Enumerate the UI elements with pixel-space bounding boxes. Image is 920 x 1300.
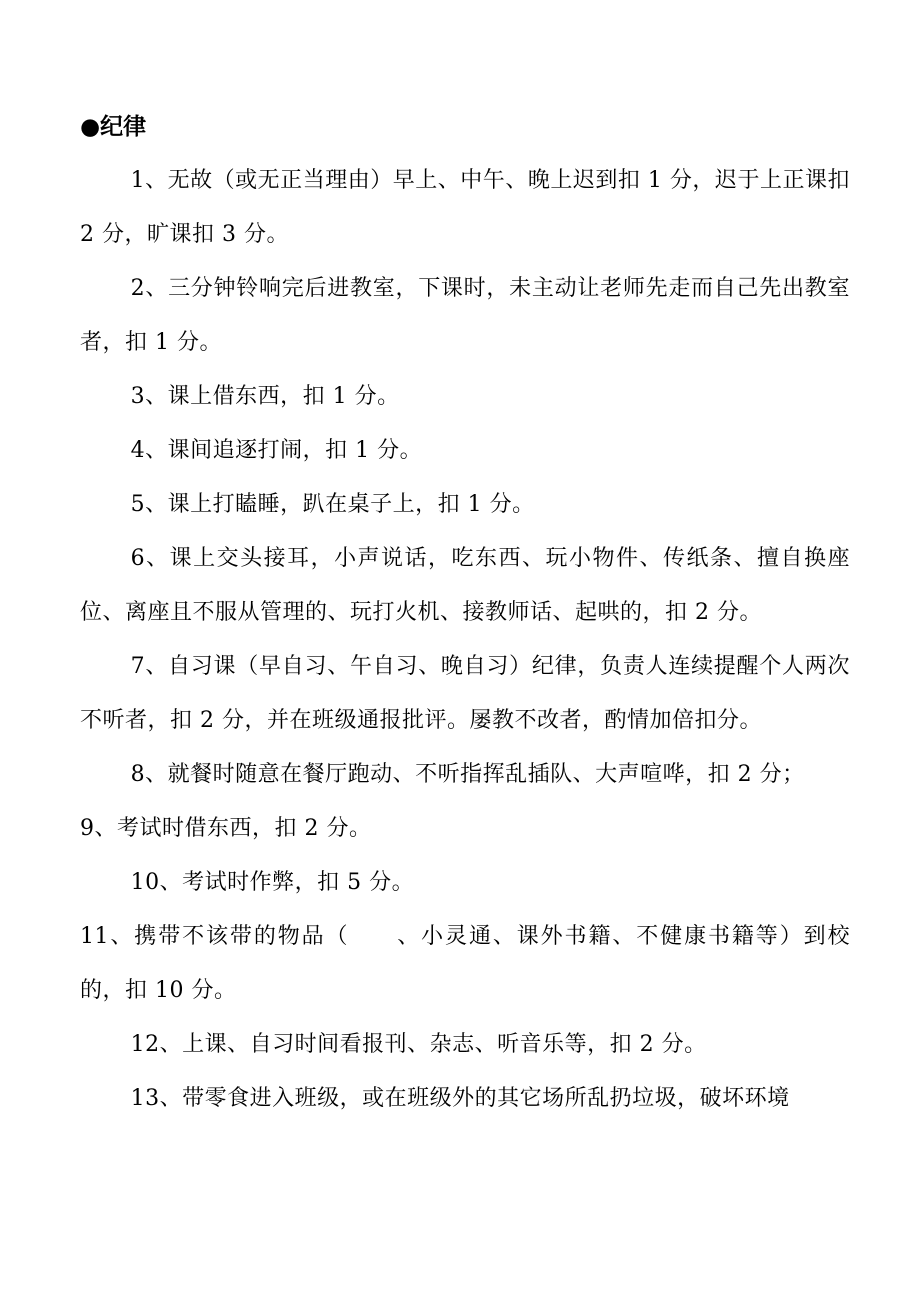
rule-item: 4、课间追逐打闹，扣 1 分。 [130,438,423,463]
rule-item: 8、就餐时随意在餐厅跑动、不听指挥乱插队、大声喧哗，扣 2 分； [130,762,805,787]
rule-item: 2、三分钟铃响完后进教室，下课时，未主动让老师先走而自己先出教室者，扣 1 分。 [80,276,850,355]
rule-item: 11、携带不该带的物品（ 、小灵通、课外书籍、不健康书籍等）到校的，扣 10 分。 [80,924,850,1003]
rule-item: 1、无故（或无正当理由）早上、中午、晚上迟到扣 1 分，迟于上正课扣 2 分，旷课扣 3 分。 [80,168,850,247]
rule-item: 7、自习课（早自习、午自习、晚自习）纪律，负责人连续提醒个人两次不听者，扣 2 分，并在班级通报批评。屡教不改者，酌情加倍扣分。 [80,654,850,733]
rule-item: 12、上课、自习时间看报刊、杂志、听音乐等，扣 2 分。 [130,1032,707,1057]
rule-item: 6、课上交头接耳，小声说话，吃东西、玩小物件、传纸条、擅自换座位、离座且不服从管理的、玩打火机、接教师话、起哄的，扣 2 分。 [80,546,850,625]
rule-item: 3、课上借东西，扣 1 分。 [130,384,400,409]
section-heading: ●纪律 [80,114,147,140]
document-page [80,100,850,1126]
rule-item: 13、带零食进入班级，或在班级外的其它场所乱扔垃圾，破坏环境 [130,1086,790,1111]
rule-item: 10、考试时作弊，扣 5 分。 [130,870,415,895]
rule-item: 5、课上打瞌睡，趴在桌子上，扣 1 分。 [130,492,535,517]
rule-item: 9、考试时借东西，扣 2 分。 [80,816,372,841]
